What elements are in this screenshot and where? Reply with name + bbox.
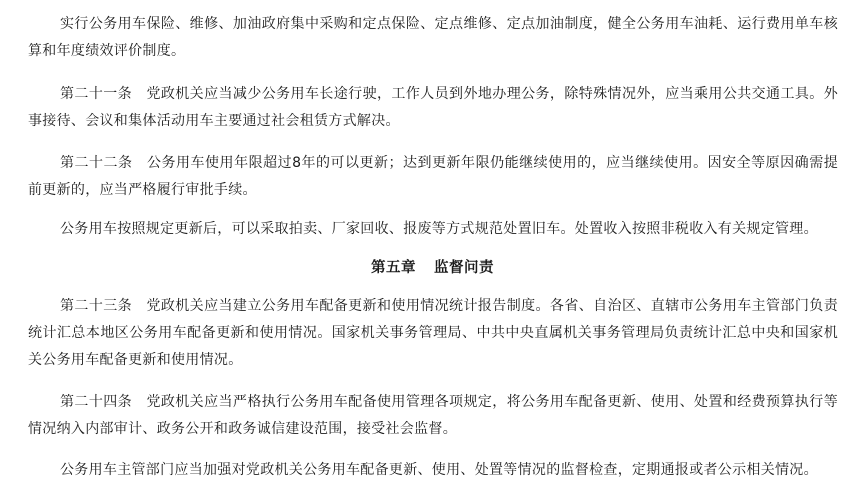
chapter-heading	[0, 255, 865, 282]
chapter-number: 第五章	[371, 260, 416, 276]
paragraph-article-21: 第二十一条 党政机关应当减少公务用车长途行驶，工作人员到外地办理公务，除特殊情况外，应当乘用公共交通工具。外事接待、会议和集体活动用车主要通过社会租赁方式解决。	[28, 86, 838, 129]
paragraph-procurement: 实行公务用车保险、维修、加油政府集中采购和定点保险、定点维修、定点加油制度，健全公务用车油耗、运行费用单车核算和年度绩效评价制度。	[28, 16, 838, 59]
paragraph-article-23: 第二十三条 党政机关应当建立公务用车配备更新和使用情况统计报告制度。各省、自治区、直辖市公务用车主管部门负责统计汇总本地区公务用车配备更新和使用情况。国家机关事务管理局、中共中央直属机关事务管理局负责统计汇总中央和国家机关公务用车配备更新和使用情况。	[28, 298, 838, 368]
paragraph-disposal: 公务用车按照规定更新后，可以采取拍卖、厂家回收、报废等方式规范处置旧车。处置收入按照非税收入有关规定管理。	[60, 221, 818, 237]
paragraph-article-24: 第二十四条 党政机关应当严格执行公务用车配备使用管理各项规定，将公务用车配备更新、使用、处置和经费预算执行等情况纳入内部审计、政务公开和政务诚信建设范围，接受社会监督。	[28, 394, 838, 437]
paragraph-article-22: 第二十二条 公务用车使用年限超过8年的可以更新；达到更新年限仍能继续使用的，应当继续使用。因安全等原因确需提前更新的，应当严格履行审批手续。	[28, 155, 838, 198]
paragraph-supervision: 公务用车主管部门应当加强对党政机关公务用车配备更新、使用、处置等情况的监督检查，定期通报或者公示相关情况。	[60, 462, 818, 478]
chapter-title: 监督问责	[434, 260, 494, 276]
